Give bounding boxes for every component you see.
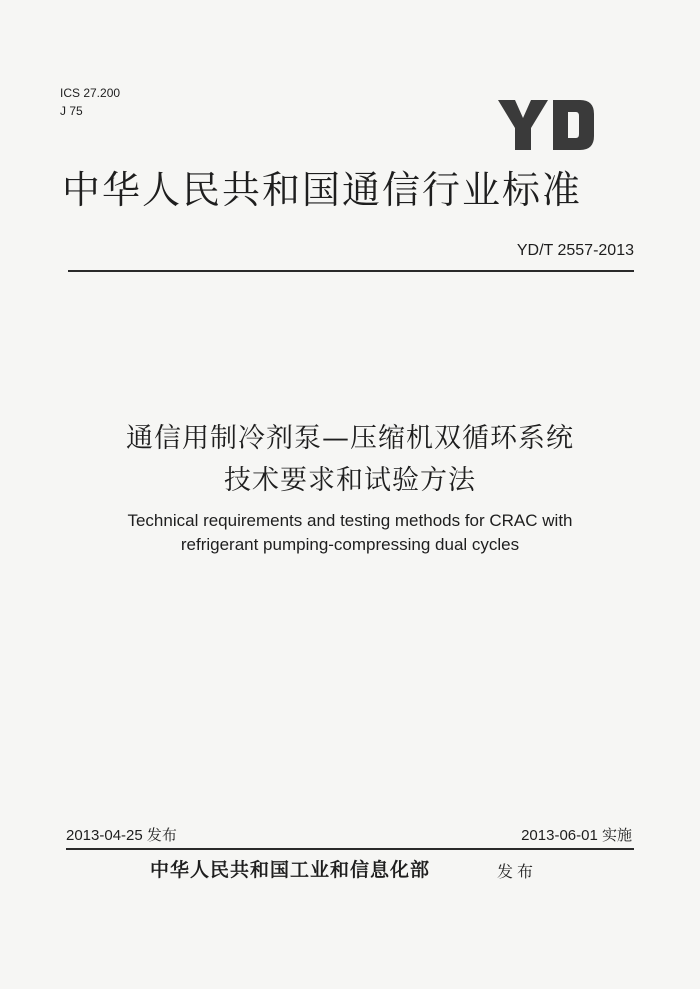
issuer-suffix: 发布 — [497, 862, 538, 881]
english-title-line-1: Technical requirements and testing methods for CRAC with — [127, 511, 573, 530]
chinese-title-line-2: 技术要求和试验方法 — [224, 465, 476, 496]
implementation-date: 2013-06-01 实施 — [521, 827, 632, 844]
issue-date: 2013-04-25 发布 — [66, 827, 177, 844]
english-title-line-2: refrigerant pumping-compressing dual cycles — [180, 535, 520, 554]
ics-code: ICS 27.200 — [60, 86, 121, 100]
yd-logo-mark — [498, 100, 594, 150]
yd-logo — [498, 96, 598, 154]
header-divider — [68, 270, 634, 272]
chinese-title-line-1: 通信用制冷剂泵—压缩机双循环系统 — [126, 423, 574, 454]
standard-number: YD/T 2557-2013 — [516, 242, 634, 259]
ccs-code: J 75 — [60, 104, 83, 118]
standard-title: 中华人民共和国通信行业标准 — [62, 168, 583, 212]
footer-divider — [66, 848, 634, 850]
issuer-name: 中华人民共和国工业和信息化部 — [150, 859, 431, 881]
